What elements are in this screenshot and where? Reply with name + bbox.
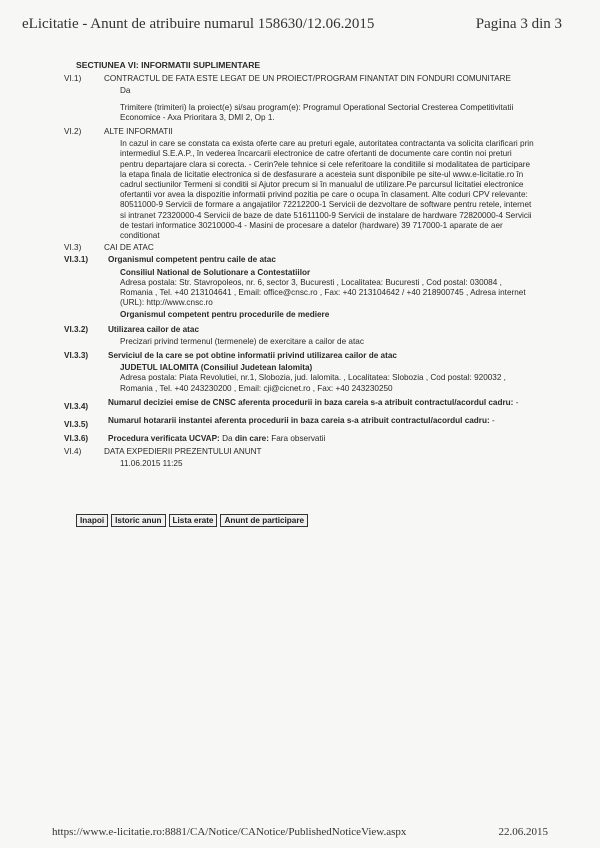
vi32-text: Precizari privind termenul (termenele) de exercitare a cailor de atac [120, 336, 364, 346]
vi2-label: ALTE INFORMATII [104, 127, 173, 137]
vi4-row [64, 446, 536, 457]
vi2-text: In cazul in care se constata ca exista oferte care au preturi egale, autoritatea contractanta va solicita clarificari prin intermediul S.E.A.P., în vederea încarcarii electronice de catre ofertanti de documente care contin noi preturi pentru departajare clara si corecta. - Cerin?ele tehnice si cele referitoare la conditiile si modalitatea de participare la etapa finala de licitatie electronica si de desfasurare a acesteia sunt disponibile pe site-ul www.e-licitatie.ro în cadrul sectiunilor Termeni si conditii si Ajutor precum si în manualul de utilizare.Pe parcursul licitatiei electronice ofertantii vor avea la dispozitie informatii privind pozitia pe care o ocupa în clasament. Alte coduri CPV relevante: 80511000-9 Servicii de formare a angajatilor 72212200-1 Servicii de dezvoltare de software pentru retele, internet si intranet 72320000-4 Servicii de baze de date 51611100-9 Servicii de instalare de hardware 72820000-4 Servicii de testari informatice 30210000-4 - Masini de procesare a datelor (hardware) 39 717000-1 aparate de aer conditionat [120, 139, 534, 241]
vi31-row [64, 255, 536, 265]
vi36-row [64, 434, 536, 444]
notice-content [64, 60, 536, 469]
header-title: eLicitatie - Anunt de atribuire numarul 158630/12.06.2015 [22, 16, 375, 32]
vi31-label: Organismul competent pentru caile de atac [108, 255, 276, 265]
vi3-label: CAI DE ATAC [104, 243, 154, 253]
vi33-organization: JUDETUL IALOMITA (Consiliul Judetean Ialomita) [120, 363, 313, 373]
vi33-number: VI.3.3) [64, 351, 89, 361]
vi2-number: VI.2) [64, 127, 82, 137]
vi32-label: Utilizarea cailor de atac [108, 324, 200, 334]
vi1-row [64, 74, 536, 84]
vi4-number: VI.4) [64, 446, 82, 456]
vi1-number: VI.1) [64, 74, 82, 84]
vi4-date: 11.06.2015 11:25 [120, 458, 183, 468]
vi4-label: DATA EXPEDIERII PREZENTULUI ANUNT [104, 446, 262, 456]
vi1-detail: Trimitere (trimiteri) la proiect(e) si/sau program(e): Programul Operational Sectorial Cresterea Competitivitatii Economice - Axa Prioritara 3, DMI 2, Op 1. [120, 102, 514, 122]
vi1-label: CONTRACTUL DE FATA ESTE LEGAT DE UN PROIECT/PROGRAM FINANTAT DIN FONDURI COMUNITARE [104, 74, 511, 84]
action-buttons [76, 514, 308, 527]
vi33-row [64, 351, 536, 361]
vi3-row [64, 243, 536, 253]
vi36-label: Procedura verificata UCVAP: [108, 434, 220, 444]
vi31-number: VI.3.1) [64, 255, 89, 265]
footer-url: https://www.e-licitatie.ro:8881/CA/Notice/CANotice/PublishedNoticeView.aspx [52, 826, 407, 838]
vi34-label: Numarul deciziei emise de CNSC aferenta procedurii in baza careia s-a atribuit contractul/acordul cadru: [108, 397, 514, 407]
vi3-number: VI.3) [64, 243, 82, 253]
vi35-row [64, 416, 536, 430]
vi35-label: Numarul hotararii instantei aferenta procedurii in baza careia s-a atribuit contractul/acordul cadru: [108, 416, 490, 426]
vi32-row [64, 324, 536, 335]
participation-notice-button[interactable]: Anunt de participare [220, 514, 308, 527]
vi2-row [64, 127, 536, 137]
vi34-number: VI.3.4) [64, 401, 89, 411]
vi35-value: - [492, 416, 495, 426]
vi1-answer: Da [120, 86, 131, 96]
vi36-label-2: din care: [234, 434, 269, 444]
vi32-number: VI.3.2) [64, 324, 89, 334]
footer-date: 22.06.2015 [498, 826, 548, 838]
vi34-value: - [515, 397, 519, 407]
vi33-label: Serviciul de la care se pot obtine informatii privind utilizarea cailor de atac [108, 351, 397, 361]
vi35-number: VI.3.5) [64, 420, 89, 430]
vi36-value-2: Fara observatii [271, 434, 326, 444]
vi34-row [64, 397, 536, 412]
errata-list-button[interactable]: Lista erate [169, 514, 218, 527]
history-button[interactable]: Istoric anun [111, 514, 165, 527]
vi36-number: VI.3.6) [64, 434, 89, 444]
vi31-address: Adresa postala: Str. Stavropoleos, nr. 6, sector 3, Bucuresti , Localitatea: Bucuresti , Cod postal: 030084 , Romania , Tel. +40 213104641 , Email: office@cnsc.ro , Fax: +40 213104642 / +40 218900745 , Adresa internet (URL): http://www.cnsc.ro [120, 277, 526, 308]
section-title: SECTIUNEA VI: INFORMATII SUPLIMENTARE [76, 60, 261, 70]
vi31-mediation-label: Organismul competent pentru procedurile de mediere [120, 310, 330, 320]
vi33-address: Adresa postala: Piata Revolutiei, nr.1, Slobozia, jud. Ialomita. , Localitatea: Slobozia , Cod postal: 920032 , Romania , Tel. +40 243230200 , Email: cji@cicnet.ro , Fax: +40 243230250 [120, 373, 506, 393]
page-number: Pagina 3 din 3 [475, 16, 562, 32]
vi36-value: Da [222, 434, 233, 444]
vi31-organization: Consiliul National de Solutionare a Contestatiilor [120, 267, 311, 277]
back-button[interactable]: Inapoi [76, 514, 108, 527]
